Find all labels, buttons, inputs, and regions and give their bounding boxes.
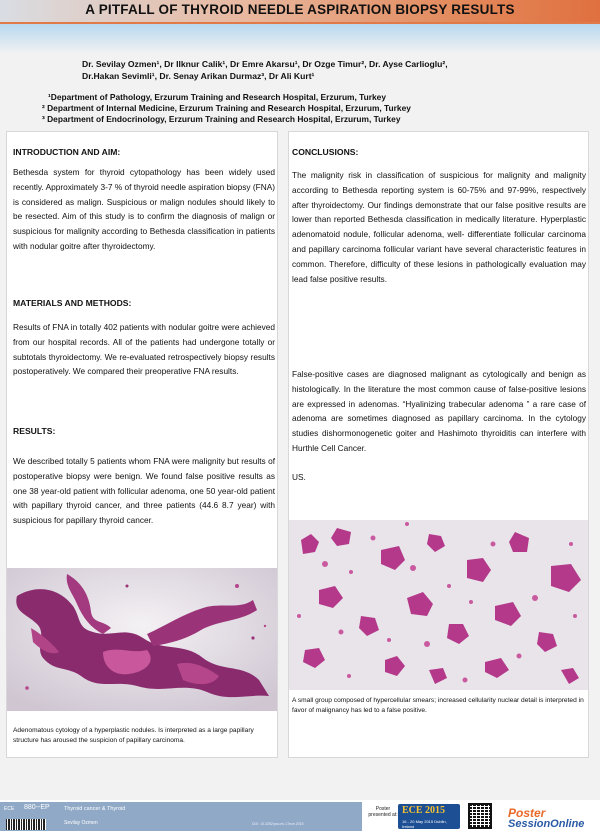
footer-author: Sevilay Ozmen — [64, 820, 98, 826]
intro-paragraph: Bethesda system for thyroid cytopathology has been widely used recently. Approximately 3-7 % of thyroid needle aspiration biopsy (FNA) is considered as malign. Suspicious or malign nodules should likely to be resected. Aim of this study is to confirm the diagnosis of malign or suspicious for malignity according to Bethesda classification in patients with nodular goitre after thyroidectomy. — [13, 167, 275, 251]
affiliation-1: ¹Department of Pathology, Erzurum Training and Research Hospital, Erzurum, Turkey — [48, 92, 387, 102]
methods-heading: MATERIALS AND METHODS: — [13, 298, 132, 308]
us-note: US. — [292, 472, 306, 482]
results-heading: RESULTS: — [13, 426, 56, 436]
hypercellular-smear-image — [289, 520, 588, 690]
author-line-1: Dr. Sevilay Ozmen¹, Dr Ilknur Calik¹, Dr Emre Akarsu¹, Dr Ozge Timur², Dr. Ayse Carlioglu², — [82, 59, 448, 69]
right-figure-caption: A small group composed of hypercellular smears; increased cellularity nuclear detail is interpreted in favor of malignancy has led to a false positive. — [292, 697, 584, 714]
affiliation-2: ² Department of Internal Medicine, Erzurum Training and Research Hospital, Erzurum, Turkey — [42, 103, 411, 113]
footer-ep-code: 880--EP — [24, 804, 50, 811]
poster-session-online-logo-top: Poster — [508, 806, 546, 820]
affiliation-3: ³ Department of Endocrinology, Erzurum Training and Research Hospital, Erzurum, Turkey — [42, 114, 401, 124]
footer-side-code: ECE — [4, 806, 15, 812]
footer-doi: DOI: 10.3252/pso.eu.17ece.2015 — [252, 822, 304, 826]
footer-info-bar — [0, 802, 362, 831]
left-column — [6, 131, 278, 758]
methods-paragraph: Results of FNA in totally 402 patients with nodular goitre were achieved from our hospital records. All of the patients had undergone totally or subtotals thyroidectomy. We re-evaluated retrospectively biopsy results postoperatively. We compared their preoperative FNA results. — [13, 322, 275, 377]
page-title: A PITFALL OF THYROID NEEDLE ASPIRATION BIOPSY RESULTS — [85, 2, 515, 17]
intro-heading: INTRODUCTION AND AIM: — [13, 147, 121, 157]
left-figure-caption: Adenomatous cytology of a hyperplastic nodules. Is interpreted as a large papillary structure has aroused the suspicion of papillary carcinoma. — [13, 727, 254, 744]
micrograph-papillary — [7, 568, 277, 711]
conclusions-heading: CONCLUSIONS: — [292, 147, 359, 157]
poster-presented-label: Poster presented at: — [368, 806, 398, 818]
header-banner — [0, 0, 600, 58]
qr-code-icon[interactable] — [468, 803, 492, 829]
author-list — [82, 58, 562, 82]
barcode-icon — [6, 819, 46, 830]
affiliation-list — [42, 92, 562, 125]
micrograph-hypercellular — [289, 520, 588, 690]
ece-logo-subtitle: 16 - 20 May 2015 Dublin, Ireland — [402, 819, 447, 829]
poster-session-online-logo-bottom: SessionOnline — [508, 818, 585, 830]
conclusions-paragraph: The malignity risk in classification of suspicious for malignity and malignity according to Bethesda reporting system is 60-75% and 97-99%, respectively after thyroidectomy. Our findings demonstrate that our false positive results are lower than reported Bethesda classification in medically literature. Hyperplastic adenomatoid nodule, follicular adenoma, well- differentiate follicular carcinoma and papillary carcinoma follicular variant have several characteristic features in common. Therefore, difficulty of these lesions in pathologically evaluation may lead false positive results. — [292, 170, 586, 284]
header-swoosh — [0, 22, 600, 54]
footer-topic: Thyroid cancer & Thyroid — [64, 806, 126, 812]
papillary-cytology-image — [7, 568, 277, 711]
false-positive-paragraph: False-positive cases are diagnosed malignant as cytologically and benign as histologically. In the literature the most common cause of false-positive lesions are expressed in adenomas. “Hyalinizing trabecular adenoma ” a rare case of adenoma are sometimes diagnosed as papillary carcinoma. In the cytology studies dishormonogenetic goiter and Hashimoto thyroiditis can interfere with Hurthle Cell Cancer. — [292, 369, 586, 453]
author-line-2: Dr.Hakan Sevimli¹, Dr. Senay Arikan Durmaz³, Dr Ali Kurt¹ — [82, 71, 315, 81]
results-paragraph: We described totally 5 patients whom FNA were malignity but results of postoperative biopsy were benign. We found false positive results as one 38 year-old patient with follicular adenoma, one 50 year-old patient with papillary thyroid cancer, and three patients (44.6 8.7 year) with suspicious for papillary thyroid cancer. — [13, 456, 275, 526]
ece-logo — [398, 804, 460, 829]
ece-logo-text: ECE 2015 — [402, 805, 446, 816]
right-column — [288, 131, 589, 758]
